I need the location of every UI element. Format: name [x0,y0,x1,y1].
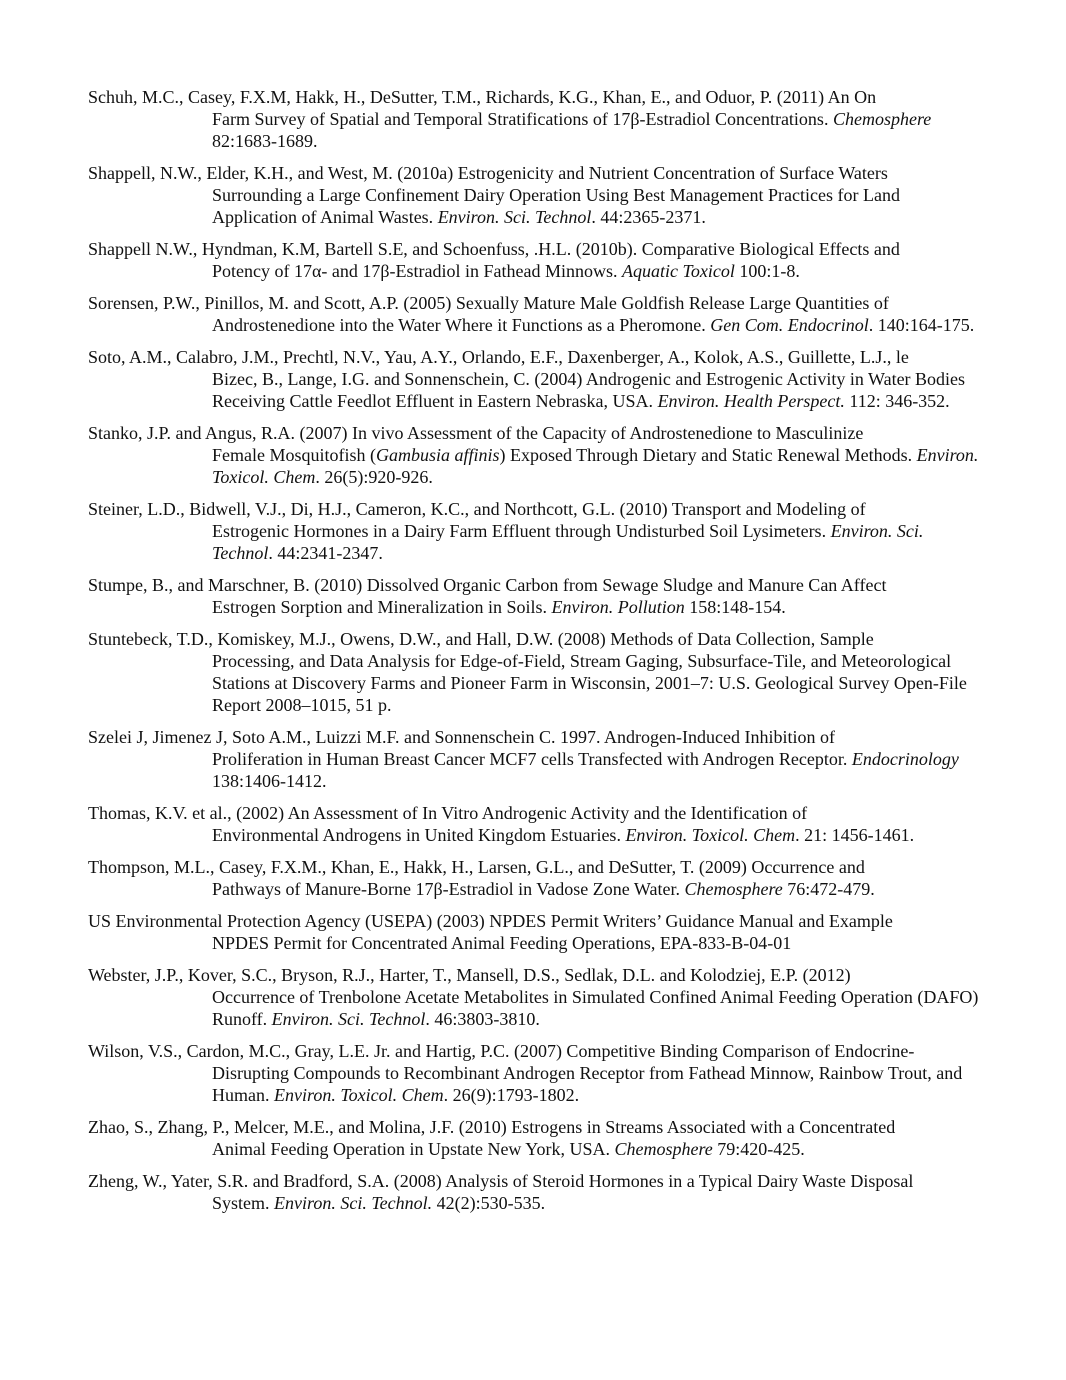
reference-text: Shappell, N.W., Elder, K.H., and West, M. (2010a) Estrogenicity and Nutrient Concentration of Surface Waters [88,163,888,183]
reference-line [88,422,988,444]
reference-line [88,726,988,748]
reference-text: Shappell N.W., Hyndman, K.M, Bartell S.E, and Schoenfuss, .H.L. (2010b). Comparative Biological Effects and [88,239,900,259]
reference-text: ) Exposed Through Dietary and Static Renewal Methods. [499,445,917,465]
reference-line [150,1008,988,1030]
journal-title: Environ. Toxicol. Chem [625,825,796,845]
reference-text: Thompson, M.L., Casey, F.X.M., Khan, E., Hakk, H., Larsen, G.L., and DeSutter, T. (2009) Occurrence and [88,857,865,877]
reference-line [150,444,988,466]
reference-text: 42(2):530-535. [432,1193,546,1213]
reference-line [88,574,988,596]
reference-entry [88,1116,988,1160]
reference-entry [88,726,988,792]
journal-title: Gambusia affinis [376,445,500,465]
reference-text: Surrounding a Large Confinement Dairy Operation Using Best Management Practices for Land [212,185,900,205]
journal-title: Environ. Sci. Technol. [274,1193,433,1213]
reference-text: 158:148-154. [684,597,786,617]
reference-line [88,346,988,368]
reference-line [150,1084,988,1106]
reference-text: Farm Survey of Spatial and Temporal Stratifications of 17β-Estradiol Concentrations. [212,109,833,129]
journal-title: Aquatic Toxicol [622,261,735,281]
reference-text: Application of Animal Wastes. [212,207,438,227]
journal-title: Technol [212,543,269,563]
reference-text: US Environmental Protection Agency (USEPA) (2003) NPDES Permit Writers’ Guidance Manual and Example [88,911,893,931]
reference-text: Stations at Discovery Farms and Pioneer Farm in Wisconsin, 2001–7: U.S. Geological Survey Open-File [212,673,967,693]
reference-line [150,466,988,488]
reference-line [88,1116,988,1138]
reference-text: . 44:2365-2371. [591,207,706,227]
reference-entry [88,86,988,152]
reference-entry [88,498,988,564]
reference-text: Szelei J, Jimenez J, Soto A.M., Luizzi M.F. and Sonnenschein C. 1997. Androgen-Induced Inhibition of [88,727,835,747]
reference-line [88,856,988,878]
reference-text: Stumpe, B., and Marschner, B. (2010) Dissolved Organic Carbon from Sewage Sludge and Manure Can Affect [88,575,887,595]
journal-title: Chemosphere [614,1139,713,1159]
reference-text: Steiner, L.D., Bidwell, V.J., Di, H.J., Cameron, K.C., and Northcott, G.L. (2010) Transport and Modeling of [88,499,866,519]
reference-text: Stuntebeck, T.D., Komiskey, M.J., Owens, D.W., and Hall, D.W. (2008) Methods of Data Collection, Sample [88,629,874,649]
reference-line [150,748,988,770]
reference-text: 100:1-8. [734,261,800,281]
reference-line [150,672,988,694]
reference-line [88,162,988,184]
reference-text: . 46:3803-3810. [425,1009,540,1029]
reference-text: Webster, J.P., Kover, S.C., Bryson, R.J., Harter, T., Mansell, D.S., Sedlak, D.L. and Kolodziej, E.P. (2012) [88,965,851,985]
reference-line [150,390,988,412]
reference-text: Schuh, M.C., Casey, F.X.M, Hakk, H., DeSutter, T.M., Richards, K.G., Khan, E., and Oduor, P. (2011) An On [88,87,877,107]
reference-text: Human. [212,1085,274,1105]
reference-text: Pathways of Manure-Borne 17β-Estradiol in Vadose Zone Water. [212,879,685,899]
journal-title: Environ. [916,445,979,465]
reference-text: Thomas, K.V. et al., (2002) An Assessment of In Vitro Androgenic Activity and the Identification of [88,803,808,823]
reference-line [150,542,988,564]
reference-text: Zheng, W., Yater, S.R. and Bradford, S.A. (2008) Analysis of Steroid Hormones in a Typical Dairy Waste Disposal [88,1171,914,1191]
reference-text: Bizec, B., Lange, I.G. and Sonnenschein, C. (2004) Androgenic and Estrogenic Activity in Water Bodies [212,369,966,389]
reference-line [88,628,988,650]
reference-text: Potency of 17α- and 17β-Estradiol in Fathead Minnows. [212,261,623,281]
reference-line [150,1062,988,1084]
reference-text: 112: 346-352. [844,391,950,411]
reference-line [150,650,988,672]
reference-entry [88,238,988,282]
reference-line [150,878,988,900]
reference-line [150,932,988,954]
journal-title: Environ. Pollution [551,597,685,617]
journal-title: Environ. Toxicol. Chem [274,1085,444,1105]
reference-line [88,498,988,520]
reference-text: Receiving Cattle Feedlot Effluent in Eastern Nebraska, USA. [212,391,658,411]
reference-text: 76:472-479. [782,879,875,899]
reference-line [88,1170,988,1192]
reference-text: Soto, A.M., Calabro, J.M., Prechtl, N.V., Yau, A.Y., Orlando, E.F., Daxenberger, A., Kolok, A.S., Guillette, L.J., le [88,347,909,367]
reference-entry [88,856,988,900]
reference-line [150,368,988,390]
reference-line [150,986,988,1008]
reference-text: . 44:2341-2347. [268,543,383,563]
reference-text: Stanko, J.P. and Angus, R.A. (2007) In vivo Assessment of the Capacity of Androstenedione to Masculinize [88,423,864,443]
reference-entry [88,910,988,954]
reference-text: Runoff. [212,1009,272,1029]
reference-text: Occurrence of Trenbolone Acetate Metabolites in Simulated Confined Animal Feeding Operation (DAFO) [212,987,979,1007]
reference-entry [88,802,988,846]
reference-entry [88,964,988,1030]
reference-entry [88,628,988,716]
reference-text: . 26(9):1793-1802. [443,1085,580,1105]
reference-text: 138:1406-1412. [212,771,327,791]
reference-text: . 21: 1456-1461. [795,825,915,845]
reference-line [150,130,988,152]
reference-text: . 26(5):920-926. [315,467,433,487]
reference-text: Estrogen Sorption and Mineralization in Soils. [212,597,552,617]
reference-entry [88,346,988,412]
reference-entry [88,162,988,228]
reference-line [150,596,988,618]
reference-line [150,108,988,130]
reference-line [150,770,988,792]
journal-title: Toxicol. Chem [212,467,316,487]
reference-line [150,314,988,336]
reference-text: Sorensen, P.W., Pinillos, M. and Scott, A.P. (2005) Sexually Mature Male Goldfish Release Large Quantities of [88,293,889,313]
reference-line [150,1192,988,1214]
journal-title: Environ. Health Perspect. [657,391,845,411]
reference-line [150,824,988,846]
reference-line [150,184,988,206]
reference-entry [88,1170,988,1214]
reference-list [88,86,988,1224]
reference-text: Androstenedione into the Water Where it Functions as a Pheromone. [212,315,711,335]
reference-line [150,1138,988,1160]
reference-text: System. [212,1193,275,1213]
reference-text: Estrogenic Hormones in a Dairy Farm Effluent through Undisturbed Soil Lysimeters. [212,521,831,541]
reference-line [88,86,988,108]
journal-title: Environ. Sci. Technol [437,207,592,227]
reference-line [88,910,988,932]
journal-title: Endocrinology [851,749,959,769]
reference-line [88,964,988,986]
reference-line [88,1040,988,1062]
reference-text: . 140:164-175. [868,315,975,335]
journal-title: Environ. Sci. [830,521,924,541]
reference-text: Animal Feeding Operation in Upstate New York, USA. [212,1139,615,1159]
reference-entry [88,292,988,336]
journal-title: Chemosphere [684,879,783,899]
reference-text: Zhao, S., Zhang, P., Melcer, M.E., and Molina, J.F. (2010) Estrogens in Streams Associated with a Concentrated [88,1117,896,1137]
reference-line [88,802,988,824]
reference-text: Report 2008–1015, 51 p. [212,695,392,715]
reference-text: 79:420-425. [712,1139,805,1159]
journal-title: Chemosphere [832,109,932,129]
reference-text: Processing, and Data Analysis for Edge-of-Field, Stream Gaging, Subsurface-Tile, and Meteorological [212,651,952,671]
reference-entry [88,1040,988,1106]
reference-entry [88,422,988,488]
reference-line [88,292,988,314]
reference-text: Proliferation in Human Breast Cancer MCF7 cells Transfected with Androgen Receptor. [212,749,852,769]
reference-line [88,238,988,260]
reference-line [150,694,988,716]
reference-line [150,260,988,282]
reference-entry [88,574,988,618]
journal-title: Environ. Sci. Technol [271,1009,426,1029]
reference-text: Wilson, V.S., Cardon, M.C., Gray, L.E. Jr. and Hartig, P.C. (2007) Competitive Binding Comparison of Endocrine- [88,1041,915,1061]
reference-line [150,520,988,542]
reference-text: Environmental Androgens in United Kingdom Estuaries. [212,825,626,845]
reference-text: NPDES Permit for Concentrated Animal Feeding Operations, EPA-833-B-04-01 [212,933,792,953]
reference-text: Female Mosquitofish ( [212,445,376,465]
journal-title: Gen Com. Endocrinol [710,315,869,335]
reference-text: 82:1683-1689. [212,131,318,151]
reference-text: Disrupting Compounds to Recombinant Androgen Receptor from Fathead Minnow, Rainbow Trout, and [212,1063,963,1083]
reference-line [150,206,988,228]
